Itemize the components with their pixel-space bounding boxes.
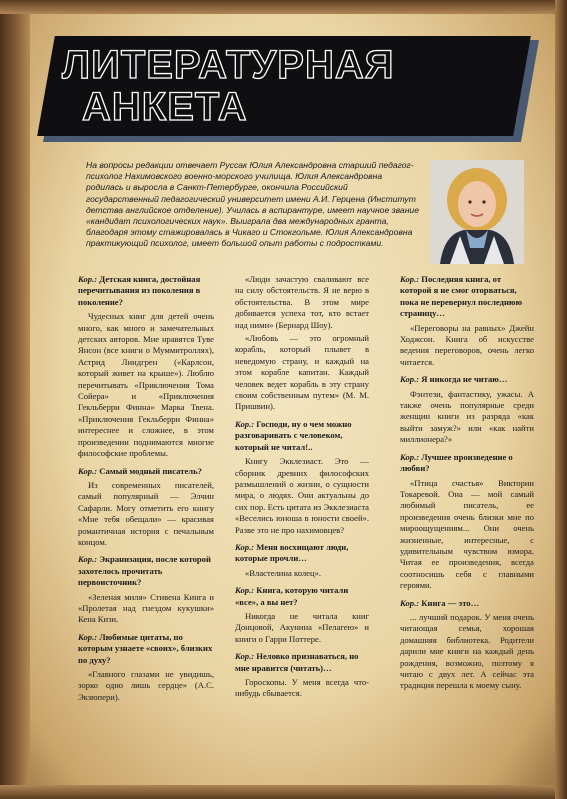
interview-question bbox=[78, 632, 214, 666]
interview-answer: Никогда не читала книг Донцовой, Акунина «Пелагею» и книги о Гарри Поттере. bbox=[235, 610, 369, 644]
question-text: Лучшее произведение о любви? bbox=[400, 451, 513, 474]
portrait-photo bbox=[430, 160, 524, 264]
interview-answer: «Властелина колец». bbox=[245, 567, 322, 578]
question-text: Книга, которую читали «все», а вы нет? bbox=[235, 585, 349, 607]
interview-answer: Гороскопы. У меня всегда что-нибудь сбывается. bbox=[235, 677, 369, 699]
interview-question bbox=[235, 585, 369, 608]
portrait-photo-image bbox=[430, 160, 524, 264]
question-text: Детская книга, достойная перечитывания из поколения в поколение? bbox=[78, 274, 201, 307]
interview-answer: Фэнтези, фантастику, ужасы. А также очень популярные среди женщин книги из разряда «как выйти замуж?» или «как найти миллионера?» bbox=[400, 388, 534, 445]
correspondent-label: Кор.: bbox=[400, 597, 420, 608]
book-bottom-edge bbox=[0, 785, 567, 799]
interview-question bbox=[235, 542, 369, 565]
interview-question bbox=[78, 274, 214, 308]
interview-answer: «Птица счастья» Виктории Токаревой. Она — мой самый любимый писатель, ее произведения очень близки мне по мироощущениям... Они очень жизненные, интересные, с удивительным чувством юмора. Читая ее произведения, всегда соотносишь себя с главными героями. bbox=[400, 477, 534, 591]
interview-answer: «Главного глазами не увидишь, зорко одно лишь сердце» (А.С. Экзюпери). bbox=[78, 669, 214, 702]
correspondent-label: Кор.: bbox=[78, 631, 98, 642]
interview-answer: ... лучший подарок. У меня очень читающая семья, хорошая домашняя библиотека. Родители дарили мне книги на каждый день рождения, возможно, поэтому я читаю с двух лет. А сейчас эта традиция перешла к моему сыну. bbox=[400, 611, 534, 691]
interview-question bbox=[78, 554, 214, 588]
page-title bbox=[62, 44, 532, 128]
interview-question bbox=[400, 598, 534, 609]
interview-answer: «Зеленая миля» Стивена Кинга и «Пролетая над гнездом кукушки» Кена Кизи. bbox=[78, 591, 214, 625]
intro-text: На вопросы редакции отвечает Руссак Юлия Александровна старший педагог-психолог Нахимовского военно-морского училища. Юлия Александровна родилась и выросла в Санкт-Петербурге, окончила Российский государственный педагогический университет имени А.И. Герцена (Институт детства английское отделение). Училась в аспирантуре, имеет научное звание «кандидат психологических наук». Выиграла два международных гранта, благодаря этому стажировалась в Чикаго и Стокгольме. Юлия Александровна практикующий психолог, имеет большой опыт работы с подростками. bbox=[86, 160, 419, 249]
question-text: Самый модный писатель? bbox=[99, 465, 202, 476]
interview-answer: Из современных писателей, самый популярный — Элчин Сафарли. Могу отметить его книгу «Мне тебя обещали» — красивая романтичная история с печальным концом. bbox=[78, 479, 214, 547]
correspondent-label: Кор.: bbox=[78, 274, 98, 284]
correspondent-label: Кор.: bbox=[400, 374, 420, 385]
interview-answer: «Люди зачастую сваливают все на силу обстоятельств. Я не верю в обстоятельства. В этом мире добивается успеха тот, кто встает над ними» (Бернард Шоу). bbox=[235, 274, 369, 330]
question-text: Я никогда не читаю… bbox=[421, 374, 508, 385]
correspondent-label: Кор.: bbox=[235, 585, 255, 596]
question-text: Экранизация, после которой захотелось прочитать первоисточник? bbox=[78, 554, 211, 588]
question-text: Меня восхищают люди, которые прочли… bbox=[235, 541, 349, 564]
title-line-1: ЛИТЕРАТУРНАЯ bbox=[62, 43, 395, 87]
article-column-1 bbox=[78, 274, 214, 705]
article-column-3 bbox=[400, 274, 534, 694]
correspondent-label: Кор.: bbox=[78, 465, 98, 476]
correspondent-label: Кор.: bbox=[78, 554, 98, 565]
correspondent-label: Кор.: bbox=[400, 274, 420, 284]
correspondent-label: Кор.: bbox=[235, 651, 255, 662]
interview-question bbox=[235, 651, 369, 674]
book-top-edge bbox=[0, 0, 567, 14]
question-text: Книга — это… bbox=[421, 597, 480, 608]
correspondent-label: Кор.: bbox=[400, 451, 420, 462]
interview-answer: Чудесных книг для детей очень много, как много и замечательных детских авторов. Мне нравятся Туве Янсон (все книги о Муммитроллях), Астрид Линдгрен («Карлсон, который живет на крыше»). Люблю перечитывать «Приключения Тома Сойера» и «Приключения Гекльберри Финна» Марка Твена. «Приключения Гекльберри Финна» интереснее и сложнее, в этом произведении поднимаются многие философские проблемы. bbox=[78, 311, 214, 459]
interview-answer: «Переговоры на равных» Джейн Ходжсон. Книга об искусстве ведения переговоров, очень легко читается. bbox=[400, 322, 534, 367]
correspondent-label: Кор.: bbox=[235, 541, 255, 552]
interview-question bbox=[400, 374, 534, 385]
question-text: Последняя книга, от которой я не смог оторваться, пока не перевернул последнюю страницу… bbox=[400, 274, 523, 319]
title-line-2: АНКЕТА bbox=[82, 85, 248, 129]
interview-question bbox=[78, 466, 214, 477]
interview-answer: Книгу Экклезиаст. Это — сборник древних философских размышлений о жизни, о сущности мира, о людях. Они актуальны до сих пор. Есть цитата из Экклезиаста «Веселись юноша в юности своей». Разве это не про нахимовцев? bbox=[235, 456, 369, 535]
interview-question bbox=[400, 274, 534, 320]
interview-answer: «Любовь — это огромный корабль, который плывет в неведомую страну, и каждый на этом корабле капитан. Каждый человек ведет корабль в эту страну своим собственным путем» (М. М. Пришвин). bbox=[235, 333, 369, 412]
question-text: Господи, ну о чем можно разговаривать с человеком, который не читал!.. bbox=[235, 418, 352, 452]
interview-question bbox=[235, 419, 369, 453]
correspondent-label: Кор.: bbox=[235, 418, 255, 429]
book-right-edge bbox=[555, 0, 567, 799]
interview-question bbox=[400, 452, 534, 475]
article-column-2 bbox=[235, 274, 369, 702]
question-text: Любимые цитаты, по которым узнаете «своих», близких по духу? bbox=[78, 631, 213, 665]
book-spine bbox=[0, 0, 30, 799]
question-text: Неловко признаваться, но мне нравится (читать)… bbox=[235, 651, 359, 673]
